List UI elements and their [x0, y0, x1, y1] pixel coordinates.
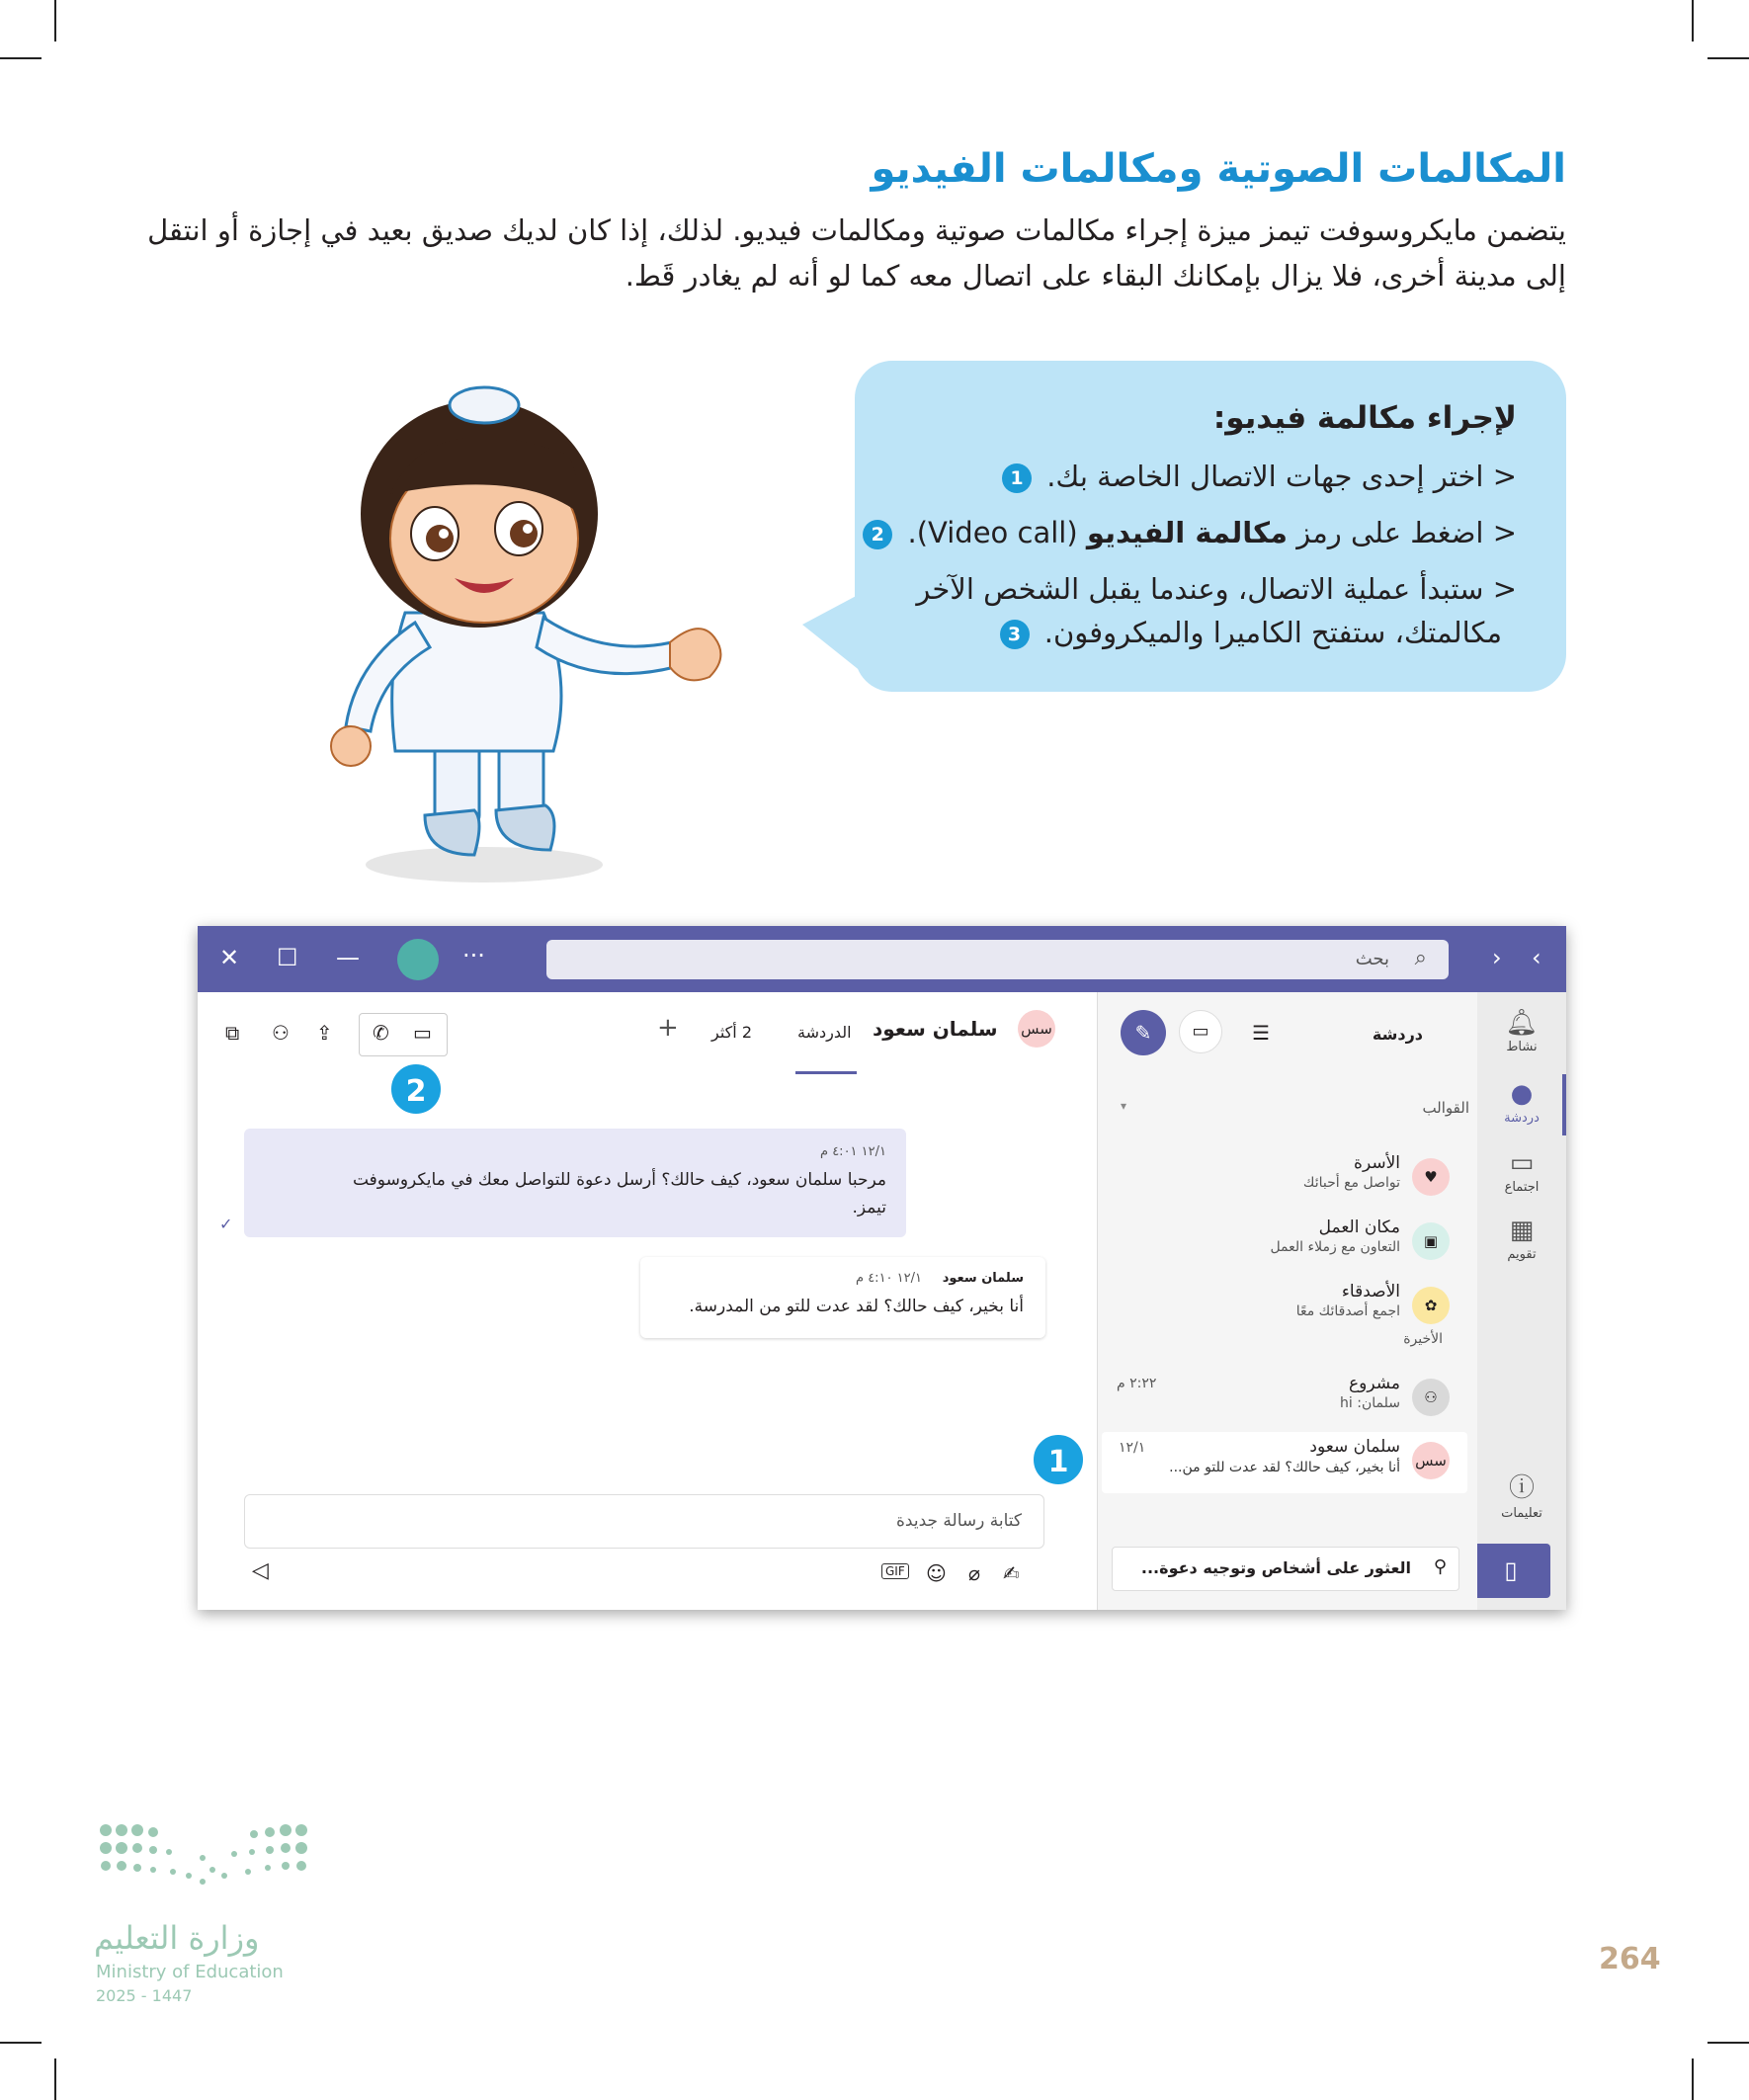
read-receipt-icon: ✓ [219, 1215, 233, 1233]
bell-icon: 🔔︎ [1505, 1008, 1539, 1038]
callout-badge-1: 1 [1031, 1432, 1086, 1487]
gif-icon[interactable]: GIF [881, 1563, 909, 1579]
group-avatar-icon: ⚇ [1412, 1379, 1450, 1416]
add-person-icon: ⚲ [1433, 1556, 1447, 1577]
received-message [640, 1257, 1045, 1338]
step-badge-2: 2 [863, 520, 892, 549]
chat-preview: سلمان: hi [1340, 1395, 1400, 1411]
message-time: ١٢/١ ٤:١٠ م [856, 1271, 922, 1286]
active-tab-indicator [795, 1071, 857, 1074]
filter-icon[interactable]: ☰ [1252, 1021, 1270, 1045]
help-icon: ⓘ [1508, 1473, 1535, 1503]
chat-preview: أنا بخير، كيف حالك؟ لقد عدت للتو من... [1169, 1460, 1400, 1475]
callout-badge-2: 2 [388, 1061, 444, 1117]
back-icon[interactable]: ‹ [1492, 944, 1502, 971]
templates-label: القوالب [1422, 1099, 1469, 1117]
ministry-name-en: Ministry of Education [96, 1962, 284, 1982]
template-subtitle: التعاون مع زملاء العمل [1270, 1239, 1400, 1255]
chat-title[interactable]: سلمان سعود [1309, 1437, 1400, 1457]
chevron-icon: < [1492, 572, 1517, 606]
section-heading: المكالمات الصوتية ومكالمات الفيديو [871, 146, 1566, 192]
format-icon[interactable]: ✍ [1003, 1561, 1020, 1585]
message-text: مرحبا سلمان سعود، كيف حالك؟ أرسل دعوة للتواصل معك في مايكروسوفت [352, 1170, 886, 1190]
search-icon: ⌕ [1414, 946, 1427, 970]
chat-time: ٢:٢٢ م [1117, 1376, 1157, 1391]
rail-chat[interactable]: ● دردشة [1477, 1079, 1566, 1126]
page-number: 264 [1599, 1942, 1661, 1976]
chat-title[interactable]: مشروع [1348, 1374, 1400, 1393]
rail-meet[interactable]: ▭ اجتماع [1477, 1148, 1566, 1195]
mobile-icon[interactable]: ▯ [1471, 1544, 1550, 1598]
sent-message [244, 1129, 906, 1237]
search-placeholder: بحث [1355, 949, 1389, 969]
invite-button[interactable]: العثور على أشخاص وتوجيه دعوة... ⚲ [1112, 1547, 1459, 1591]
callout-title: لإجراء مكالمة فيديو: [1212, 400, 1517, 436]
step-3: < ستبدأ عملية الاتصال، وعندما يقبل الشخص الآخر [916, 572, 1517, 606]
attach-icon[interactable]: ⌀ [968, 1561, 981, 1585]
template-subtitle: تواصل مع أحبائك [1302, 1175, 1400, 1191]
rail-selected-indicator [1562, 1074, 1566, 1135]
share-screen-icon[interactable]: ⇪ [316, 1021, 333, 1045]
user-avatar-icon[interactable] [397, 939, 439, 980]
message-sender: سلمان سعود [942, 1271, 1024, 1286]
emoji-icon[interactable]: ☺ [926, 1561, 947, 1585]
search-input[interactable] [546, 940, 1449, 979]
minimize-icon[interactable]: — [336, 944, 360, 971]
recent-label: الأخيرة [1403, 1331, 1443, 1347]
pop-out-icon[interactable]: ⧉ [225, 1021, 240, 1045]
step-2: < اضغط على رمز مكالمة الفيديو (Video call). 2 [857, 511, 1517, 554]
contact-avatar: سس [1018, 1010, 1055, 1048]
step-3-continued: مكالمتك، ستفتح الكاميرا والميكروفون. 3 [994, 611, 1502, 654]
tab-more[interactable]: 2 أكثر [711, 1023, 752, 1042]
work-avatar-icon: ▣ [1412, 1222, 1450, 1260]
compose-box[interactable] [244, 1494, 1044, 1549]
family-avatar-icon: ♥ [1412, 1158, 1450, 1196]
message-text-continued: تيمز. [852, 1198, 886, 1218]
tab-chat[interactable]: الدردشة [797, 1023, 852, 1042]
friends-avatar-icon: ✿ [1412, 1287, 1450, 1324]
video-icon: ▭ [1509, 1148, 1535, 1178]
template-title[interactable]: مكان العمل [1318, 1218, 1400, 1237]
chat-list-header: دردشة [1372, 1025, 1423, 1044]
add-tab-icon[interactable]: + [657, 1013, 679, 1043]
new-chat-icon[interactable]: ✎ [1121, 1010, 1166, 1055]
step-badge-3: 3 [1000, 620, 1030, 649]
audio-call-icon[interactable]: ✆ [373, 1021, 389, 1045]
compose-placeholder: كتابة رسالة جديدة [896, 1511, 1022, 1531]
template-title[interactable]: الأصدقاء [1341, 1282, 1400, 1302]
intro-line-1: يتضمن مايكروسوفت تيمز ميزة إجراء مكالمات صوتية ومكالمات فيديو. لذلك، إذا كان لديك صديق بعيد في إجازة أو انتقل [147, 213, 1566, 247]
add-people-icon[interactable]: ⚇ [272, 1021, 290, 1045]
step-badge-1: 1 [1002, 463, 1032, 493]
chat-contact-name: سلمان سعود [873, 1017, 998, 1041]
forward-icon[interactable]: › [1532, 944, 1541, 971]
rail-help[interactable]: ⓘ تعليمات [1477, 1468, 1566, 1521]
calendar-icon: ▦ [1509, 1216, 1535, 1245]
step-1: < اختر إحدى جهات الاتصال الخاصة بك. 1 [996, 455, 1517, 498]
maximize-icon[interactable]: ☐ [277, 944, 298, 971]
teams-window [198, 926, 1566, 1610]
callout-tail [802, 593, 862, 672]
chevron-icon: < [1492, 516, 1517, 549]
message-time: ١٢/١ ٤:٠١ م [820, 1144, 886, 1159]
meet-now-icon[interactable]: ▭ [1179, 1010, 1222, 1053]
template-title[interactable]: الأسرة [1354, 1153, 1400, 1173]
template-subtitle: اجمع أصدقائك معًا [1295, 1303, 1400, 1319]
girl-illustration [287, 366, 741, 889]
close-icon[interactable]: ✕ [219, 944, 240, 971]
chat-icon: ● [1510, 1079, 1534, 1109]
chevron-icon: < [1492, 460, 1517, 493]
rail-calendar[interactable]: ▦ تقويم [1477, 1216, 1566, 1262]
ministry-years: 2025 - 1447 [96, 1986, 193, 2005]
rail-activity[interactable]: 🔔︎ نشاط [1477, 1008, 1566, 1054]
video-call-icon[interactable]: ▭ [413, 1021, 432, 1045]
intro-line-2: إلى مدينة أخرى، فلا يزال بإمكانك البقاء على اتصال معه كما لو أنه لم يغادر قَط. [625, 259, 1566, 293]
contact-avatar: سس [1412, 1442, 1450, 1479]
chat-time: ١٢/١ [1119, 1440, 1146, 1456]
ministry-name-ar: وزارة التعليم [94, 1919, 260, 1957]
send-icon[interactable]: ◁ [252, 1558, 269, 1583]
intro-paragraph [147, 208, 1566, 298]
message-text: أنا بخير، كيف حالك؟ لقد عدت للتو من المدرسة. [689, 1297, 1024, 1316]
collapse-icon[interactable]: ▾ [1121, 1099, 1127, 1113]
more-options-icon[interactable]: ··· [462, 942, 485, 969]
